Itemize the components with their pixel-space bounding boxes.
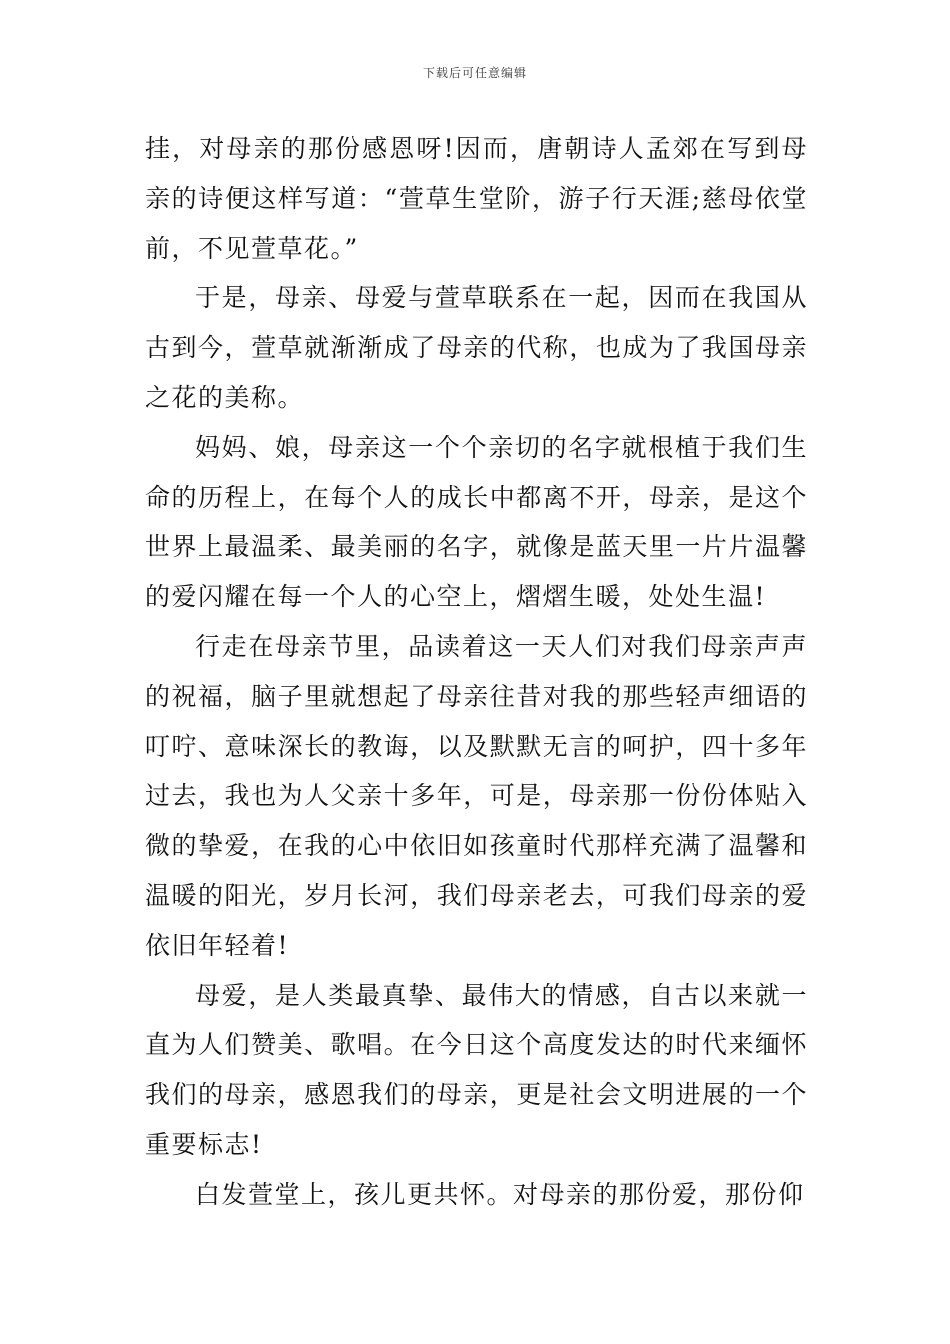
document-body [145,124,808,1220]
paragraph-white-hair: 白发萱堂上，孩儿更共怀。对母亲的那份爱，那份仰 [195,1179,805,1209]
paragraph-mothers-day: 行走在母亲节里，品读着这一天人们对我们母亲声声的祝福，脑子里就想起了母亲往昔对我的那些轻声细语的叮咛、意味深长的教诲，以及默默无言的呵护，四十多年过去，我也为人父亲十多年，可是，母亲那一份份体贴入微的挚爱，在我的心中依旧如孩童时代那样充满了温馨和温暖的阳光，岁月长河，我们母亲老去，可我们母亲的爱依旧年轻着! [145,631,808,960]
page-header-note: 下载后可任意编辑 [422,66,527,80]
paragraph-mother-names: 妈妈、娘，母亲这一个个亲切的名字就根植于我们生命的历程上，在每个人的成长中都离不开，母亲，是这个世界上最温柔、最美丽的名字，就像是蓝天里一片片温馨的爱闪耀在每一个人的心空上，熠熠生暖，处处生温! [145,432,808,612]
paragraph-day-lily: 于是，母亲、母爱与萱草联系在一起，因而在我国从古到今，萱草就渐渐成了母亲的代称，也成为了我国母亲之花的美称。 [145,283,808,412]
paragraph-maternal-love: 母爱，是人类最真挚、最伟大的情感，自古以来就一直为人们赞美、歌唱。在今日这个高度发达的时代来缅怀我们的母亲，感恩我们的母亲，更是社会文明进展的一个重要标志! [145,980,808,1159]
paragraph-continuation: 挂，对母亲的那份感恩呀!因而，唐朝诗人孟郊在写到母亲的诗便这样写道：“萱草生堂阶，游子行天涯;慈母依堂前，不见萱草花。” [145,134,808,263]
